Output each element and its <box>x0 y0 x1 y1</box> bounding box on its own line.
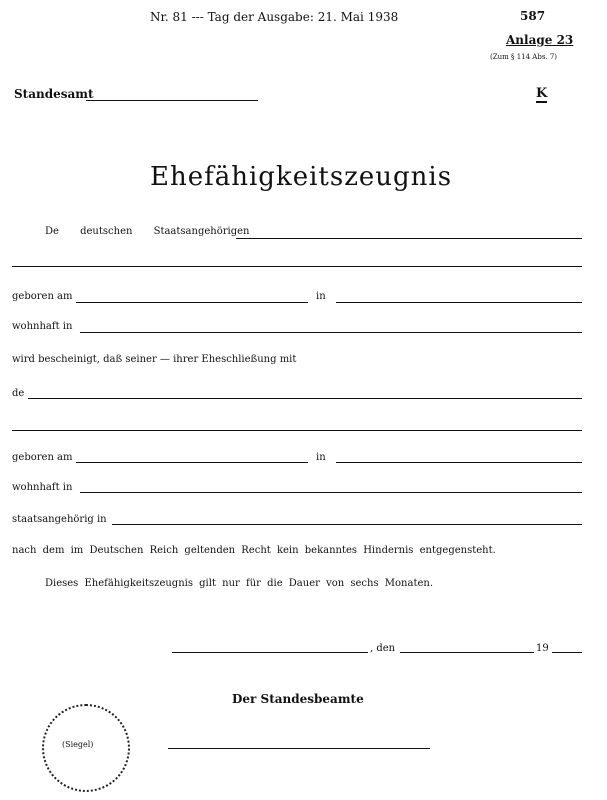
office-field <box>86 100 258 101</box>
signature-title: Der Standesbeamte <box>232 692 364 706</box>
label-line1: De deutschen Staatsangehörigen <box>45 226 250 237</box>
annex-reference: (Zum § 114 Abs. 7) <box>490 53 558 61</box>
issue-header: Nr. 81 --- Tag der Ausgabe: 21. Mai 1938 <box>150 10 399 24</box>
label-year-prefix: 19 <box>536 643 549 654</box>
label-born-on: geboren am <box>12 291 73 302</box>
field-spouse-cont <box>12 430 582 431</box>
field-born-in-2 <box>336 462 582 463</box>
signature-field <box>168 748 430 749</box>
annex-label: Anlage 23 <box>506 33 574 47</box>
field-year <box>552 652 582 653</box>
field-place <box>172 652 368 653</box>
field-resident-in-2 <box>80 492 582 493</box>
label-in-2: in <box>316 452 326 463</box>
form-code: K <box>536 86 548 101</box>
page-title: Ehefähigkeitszeugnis <box>150 162 453 192</box>
field-name <box>236 238 582 239</box>
field-name-cont <box>12 266 582 267</box>
field-born-in <box>336 302 582 303</box>
field-resident-in <box>80 332 582 333</box>
page-number: 587 <box>520 9 546 23</box>
label-in: in <box>316 291 326 302</box>
seal-label: (Siegel) <box>62 740 94 749</box>
field-born-on <box>76 302 308 303</box>
statement-text: nach dem im Deutschen Reich geltenden Recht kein bekanntes Hindernis entgegensteht. <box>12 545 496 556</box>
field-born-on-2 <box>76 462 308 463</box>
label-den: , den <box>370 643 396 654</box>
label-resident-in: wohnhaft in <box>12 321 73 332</box>
label-certified: wird bescheinigt, daß seiner — ihrer Eheschließung mit <box>12 354 297 365</box>
label-de: de <box>12 388 25 399</box>
label-born-on-2: geboren am <box>12 452 73 463</box>
field-date <box>400 652 534 653</box>
field-citizen-of <box>112 524 582 525</box>
office-label: Standesamt <box>14 87 94 101</box>
label-citizen-of: staatsangehörig in <box>12 514 107 525</box>
validity-text: Dieses Ehefähigkeitszeugnis gilt nur für die Dauer von sechs Monaten. <box>45 578 433 589</box>
field-spouse <box>28 398 582 399</box>
label-resident-in-2: wohnhaft in <box>12 482 73 493</box>
